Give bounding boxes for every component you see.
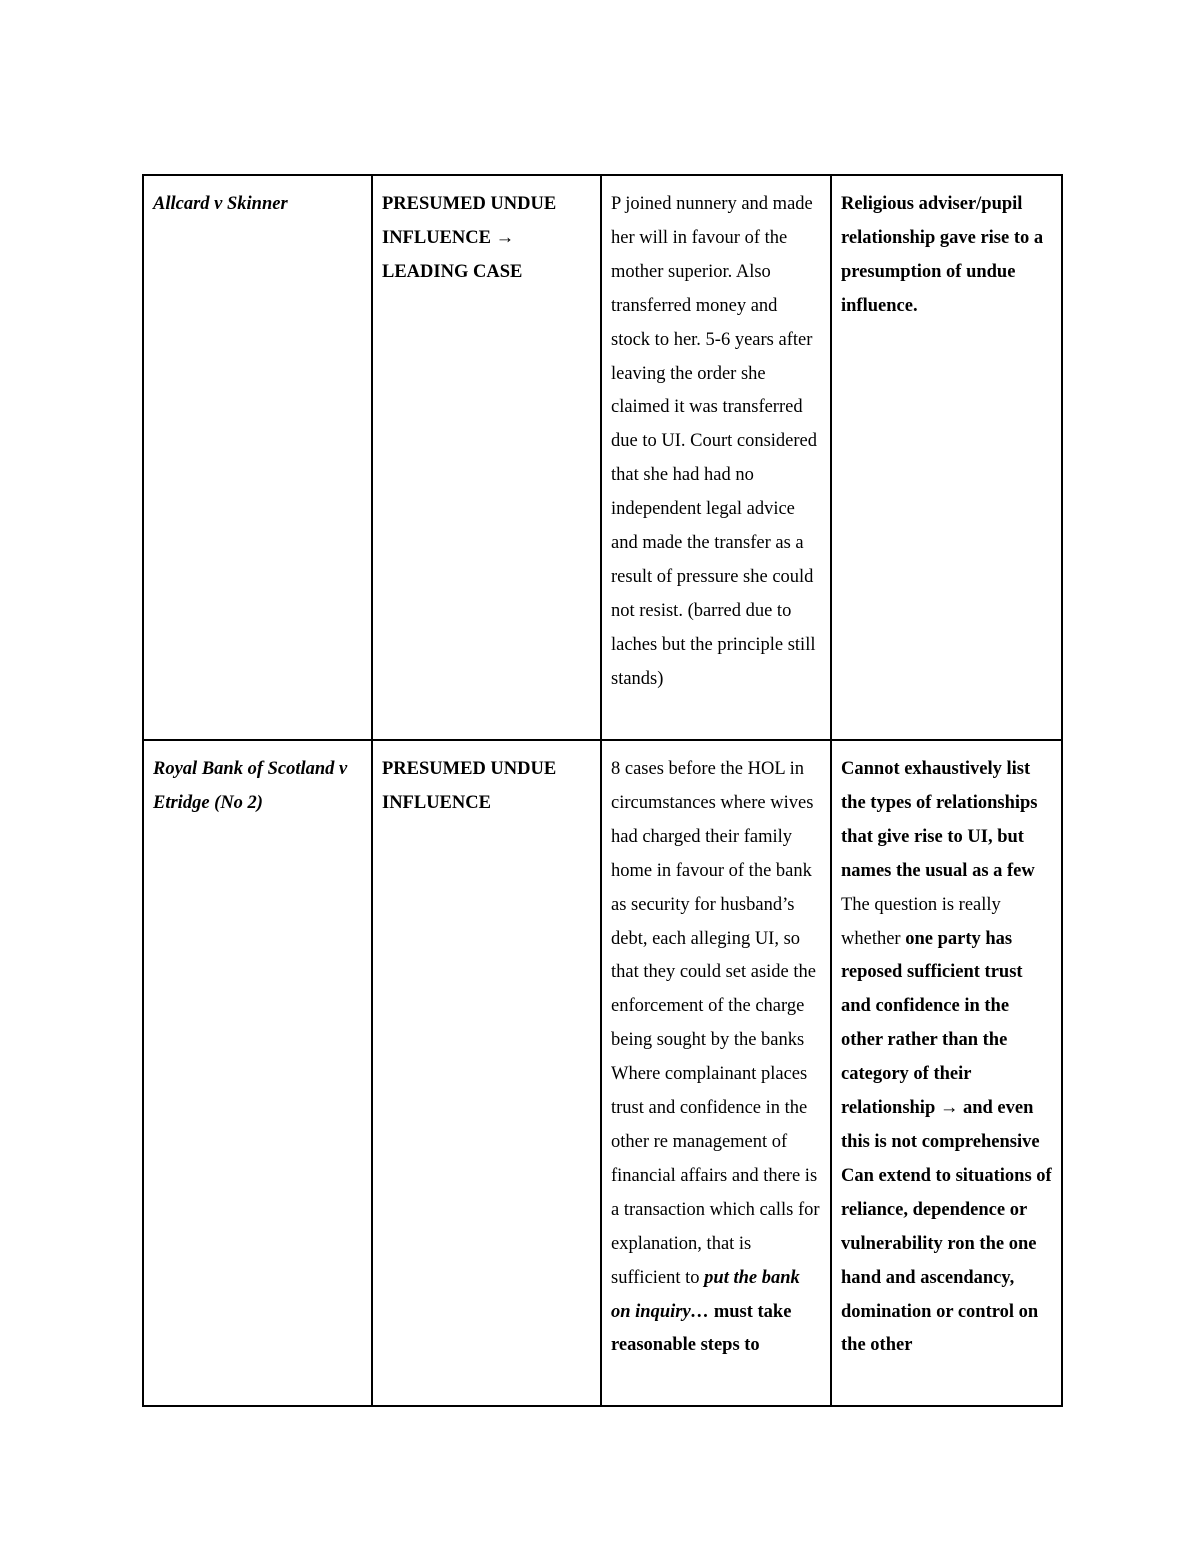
principle-text: The question is really whether (841, 894, 1001, 949)
facts-emphasis: put the bank on inquiry… (611, 1267, 800, 1322)
facts-text: Where complainant places trust and confidence in the other re management of financial affairs and there is a transaction which calls for explanation, that is sufficient to (611, 1064, 820, 1288)
case-name: Royal Bank of Scotland v Etridge (No 2) (153, 759, 348, 813)
category-cell (372, 740, 601, 1406)
facts-emphasis: must take reasonable steps to (611, 1301, 792, 1356)
principle-paragraph: Can extend to situations of reliance, dependence or vulnerability ron the one hand and ascendancy, domination or control on the other (841, 1165, 1052, 1356)
category-label: PRESUMED UNDUE INFLUENCE → LEADING CASE (382, 194, 557, 282)
principle-paragraph (841, 889, 1052, 1160)
case-name-cell (143, 740, 372, 1406)
facts-cell (601, 740, 831, 1406)
principle-paragraph: Cannot exhaustively list the types of relationships that give rise to UI, but names the usual as a few (841, 759, 1038, 881)
case-name-cell (143, 175, 372, 740)
case-table (142, 174, 1063, 1407)
principle-cell (831, 175, 1062, 740)
category-cell (372, 175, 601, 740)
facts-cell (601, 175, 831, 740)
principle-cell (831, 740, 1062, 1406)
table-row (143, 175, 1062, 740)
principle-text: Religious adviser/pupil relationship gave rise to a presumption of undue influence. (841, 194, 1044, 316)
facts-text: P joined nunnery and made her will in favour of the mother superior. Also transferred money and stock to her. 5-6 years after leaving the order she claimed it was transferred due to UI. Court considered that she had had no independent legal advice and made the transfer as a result of pressure she could not resist. (barred due to laches but the principle still stands) (611, 194, 818, 689)
case-name: Allcard v Skinner (153, 194, 288, 214)
table-row (143, 740, 1062, 1406)
facts-paragraph (611, 1058, 821, 1363)
facts-paragraph: 8 cases before the HOL in circumstances where wives had charged their family home in favour of the bank as security for husband’s debt, each alleging UI, so that they could set aside the enforcement of the charge being sought by the banks (611, 759, 816, 1051)
category-label: PRESUMED UNDUE INFLUENCE (382, 759, 557, 813)
principle-emphasis: one party has reposed sufficient trust and confidence in the other rather than the category of their relationship → and even this is not comprehensive (841, 928, 1040, 1152)
